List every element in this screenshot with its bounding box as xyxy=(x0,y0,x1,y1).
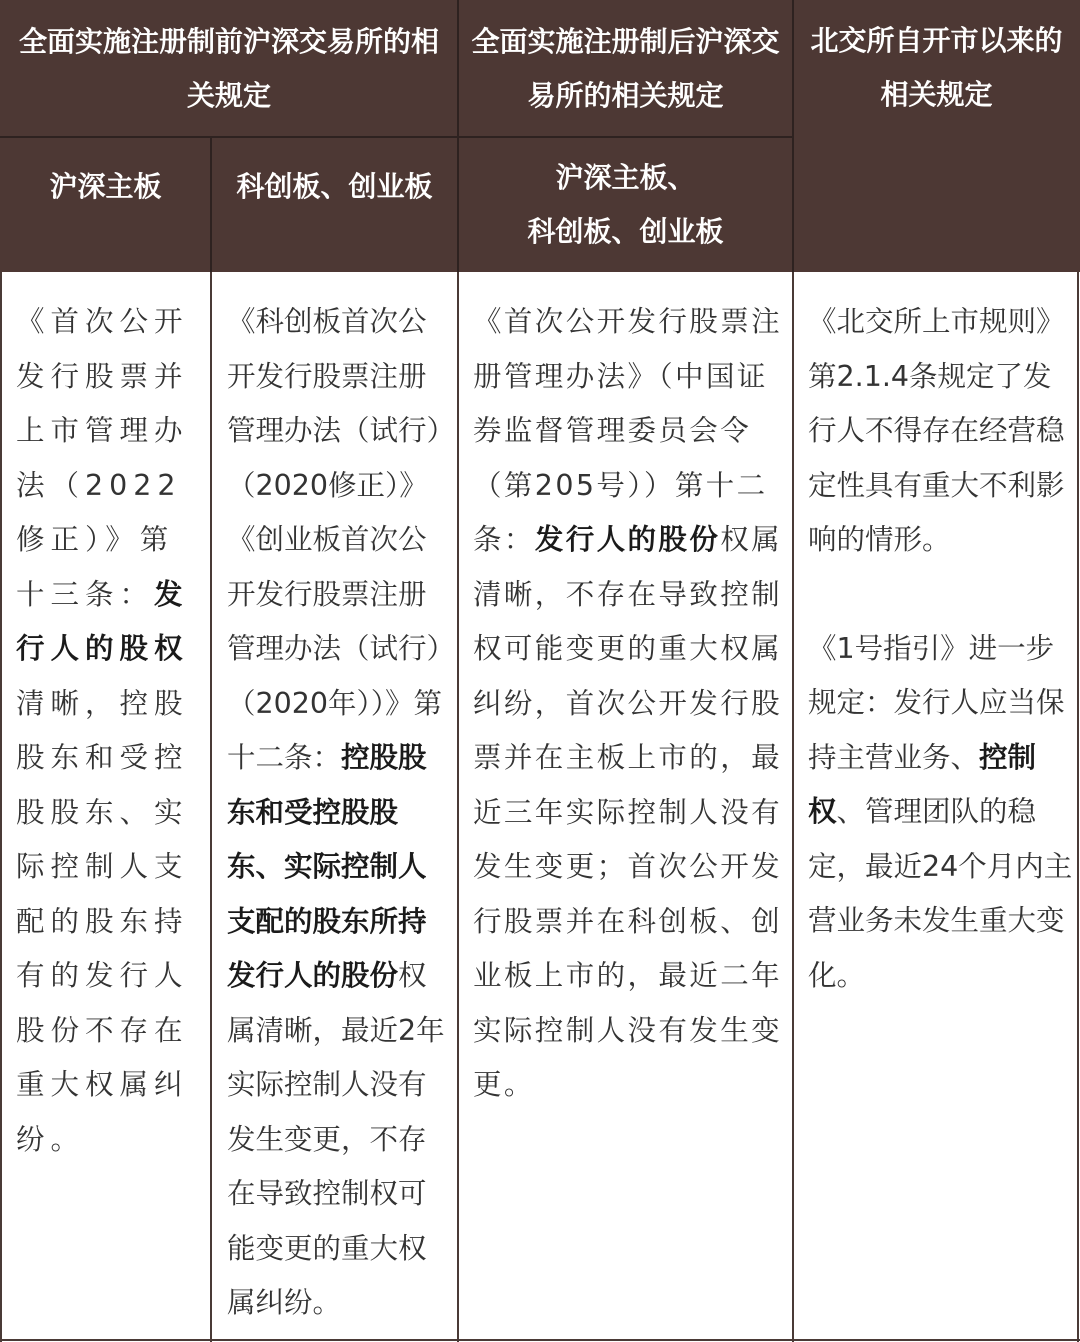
header-group-bse xyxy=(793,0,1080,272)
cell-bse-rules-paragraph-2 xyxy=(808,622,1074,1004)
column-divider-1 xyxy=(210,272,212,1342)
header-sub-star-gem xyxy=(211,137,458,272)
table-border-bottom xyxy=(0,1339,1080,1341)
cell-post-all-boards-bold: 发行人的股份 xyxy=(534,523,721,556)
header-divider-3 xyxy=(792,0,794,272)
header-group-post-registration-label: 全面实施注册制后沪深交易所的相关规定 xyxy=(471,24,780,112)
cell-pre-star-gem xyxy=(227,295,453,1331)
cell-bse-rules-text-1: 《1号指引》进一步规定：发行人应当保持主营业务、 xyxy=(808,631,1065,774)
header-sub-all-boards xyxy=(458,137,793,272)
cell-pre-star-gem-bold: 控股股东和受控股股东、实际控制人支配的股东所持发行人的股份 xyxy=(227,741,427,992)
header-sub-main-board xyxy=(0,137,211,272)
cell-post-all-boards-text-1: 《首次公开发行股票注册管理办法》（中国证券监督管理委员会令（第205号））第十二条： xyxy=(473,305,783,556)
column-divider-2 xyxy=(457,272,459,1342)
header-sub-all-boards-line2: 科创板、创业板 xyxy=(527,214,724,248)
header-group-pre-registration-label: 全面实施注册制前沪深交易所的相关规定 xyxy=(18,24,439,112)
header-divider-top xyxy=(0,136,793,138)
cell-pre-main-board-bold: 发行人的股权 xyxy=(16,577,189,665)
column-divider-3 xyxy=(792,272,794,1342)
cell-pre-star-gem-text-1: 《科创板首次公开发行股票注册管理办法（试行）（2020修正）》《创业板首次公开发行股票注册管理办法（试行）（2020年））》第十二条： xyxy=(227,305,443,774)
table-border-left xyxy=(0,272,2,1342)
cell-bse-rules-text-2: 、管理团队的稳定，最近24个月内主营业务未发生重大变化。 xyxy=(808,795,1073,992)
cell-post-all-boards-text-2: 权属清晰，不存在导致控制权可能变更的重大权属纠纷，首次公开发行股票并在主板上市的，最近三年实际控制人没有发生变更；首次公开发行股票并在科创板、创业板上市的，最近二年实际控制人没有发生变更。 xyxy=(473,523,783,1101)
table-border-right xyxy=(1077,272,1079,1342)
header-divider-2 xyxy=(457,0,459,272)
cell-bse-rules-paragraph-1: 《北交所上市规则》第2.1.4条规定了发行人不得存在经营稳定性具有重大不利影响的情形。 xyxy=(808,305,1065,556)
cell-pre-main-board xyxy=(16,295,206,1167)
header-group-pre-registration xyxy=(0,0,458,137)
header-sub-star-gem-label: 科创板、创业板 xyxy=(236,170,433,203)
header-group-post-registration xyxy=(458,0,793,137)
header-sub-main-board-label: 沪深主板 xyxy=(49,170,162,203)
cell-post-all-boards xyxy=(473,295,783,1113)
header-sub-all-boards-line1: 沪深主板、 xyxy=(555,160,696,194)
header-group-bse-label: 北交所自开市以来的相关规定 xyxy=(810,24,1063,111)
cell-pre-main-board-text-2: 清晰，控股股东和受控股股东、实际控制人支配的股东持有的发行人股份不存在重大权属纠纷。 xyxy=(16,686,189,1156)
header-divider-1 xyxy=(210,137,212,272)
cell-bse-rules-bold: 控制权 xyxy=(808,740,1037,828)
cell-pre-star-gem-text-2: 权属清晰，最近2年实际控制人没有发生变更，不存在导致控制权可能变更的重大权属纠纷。 xyxy=(227,959,445,1319)
cell-pre-main-board-text-1: 《首次公开发行股票并上市管理办法（2022修正）》第十三条： xyxy=(16,305,189,611)
cell-bse-rules xyxy=(808,295,1074,1003)
